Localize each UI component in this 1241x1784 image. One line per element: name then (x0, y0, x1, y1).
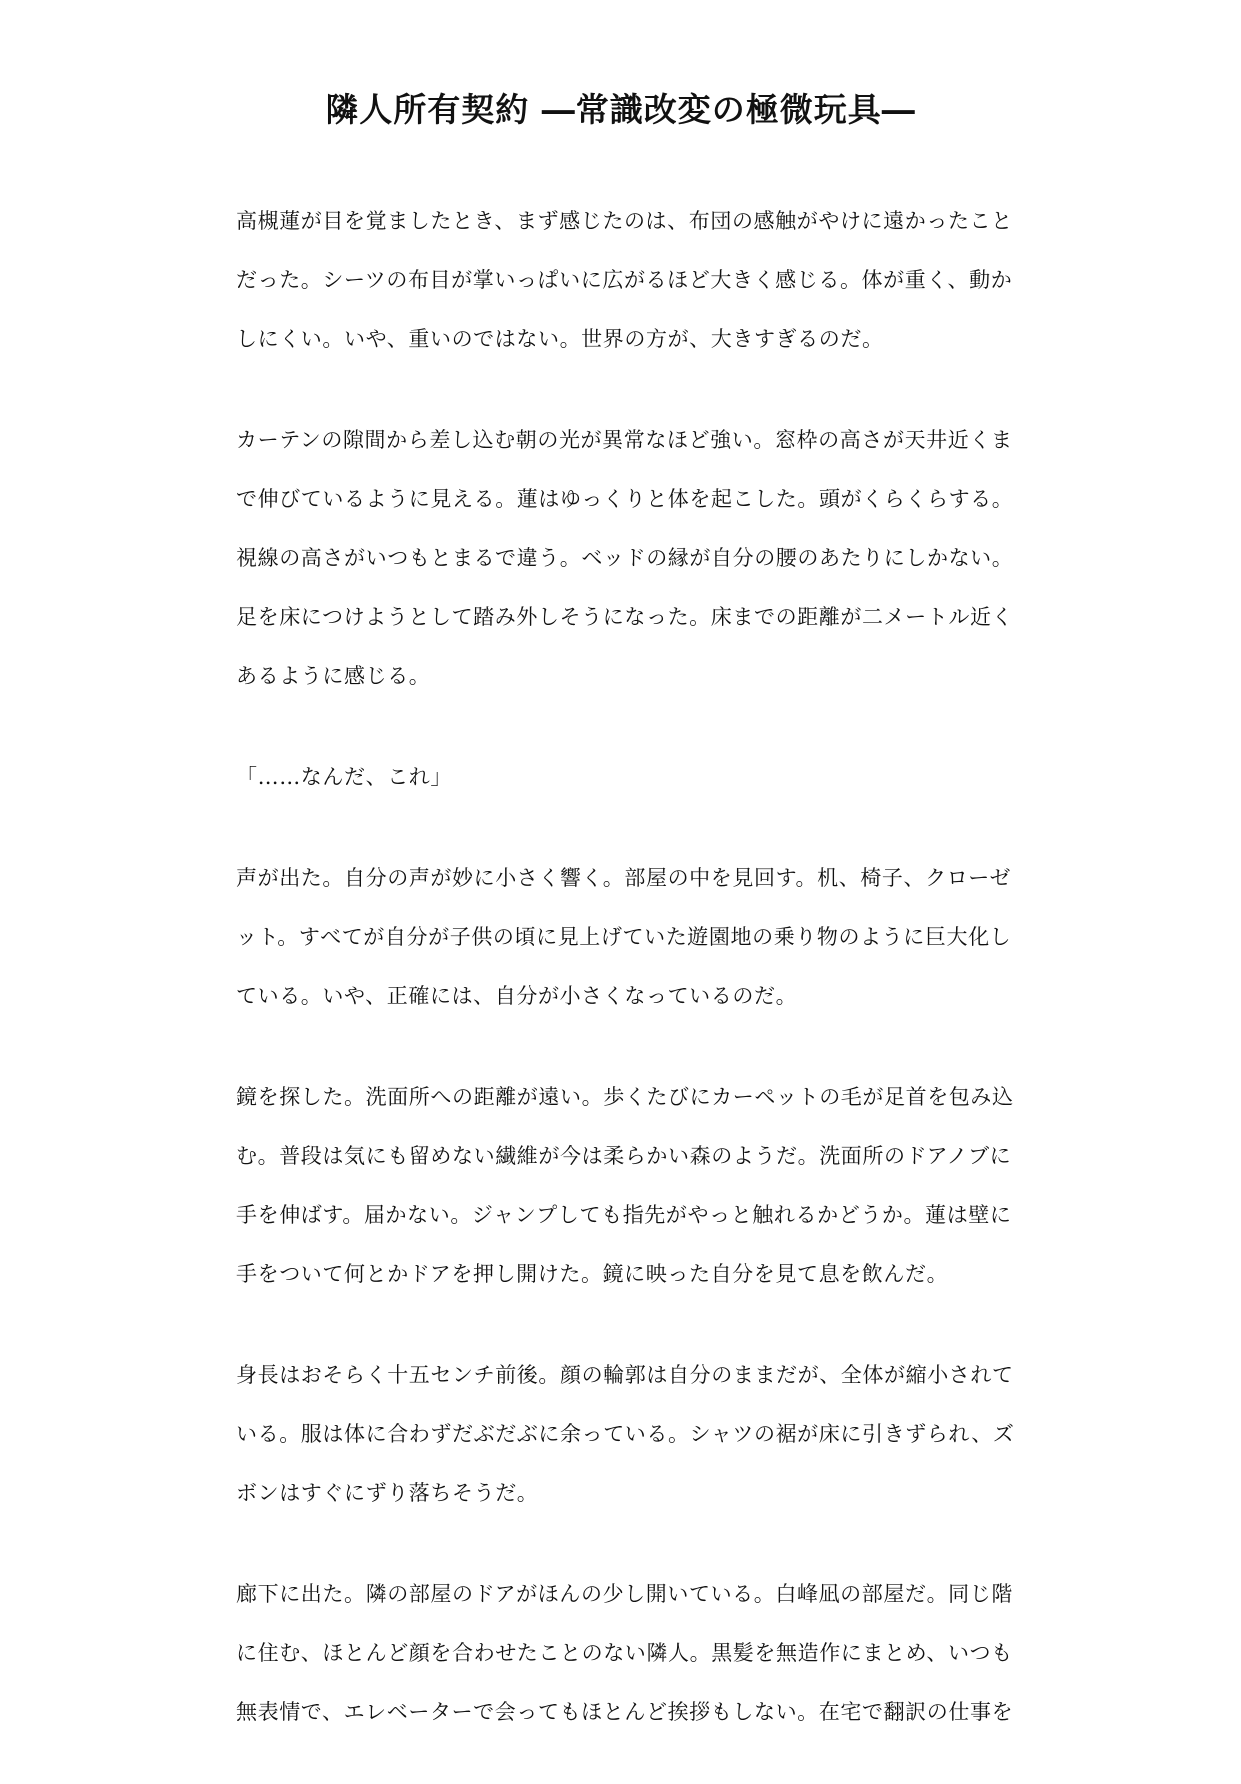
text-line: しにくい。いや、重いのではない。世界の方が、大きすぎるのだ。 (236, 327, 884, 351)
text-line: に住む、ほとんど顔を合わせたことのない隣人。黒髪を無造作にまとめ、いつも (236, 1641, 1013, 1665)
text-line: ている。いや、正確には、自分が小さくなっているのだ。 (236, 984, 798, 1008)
document-title: 隣人所有契約 ―常識改変の極微玩具― (325, 90, 916, 129)
text-line: で伸びているように見える。蓮はゆっくりと体を起こした。頭がくらくらする。 (236, 487, 1014, 511)
paragraph (236, 1068, 1056, 1304)
text-line: 視線の高さがいつもとまるで違う。ベッドの縁が自分の腰のあたりにしかない。 (236, 546, 1014, 570)
paragraph (236, 1346, 1056, 1523)
text-line: む。普段は気にも留めない繊維が今は柔らかい森のようだ。洗面所のドアノブに (236, 1144, 1012, 1168)
paragraph (236, 192, 1056, 369)
text-line: だった。シーツの布目が掌いっぱいに広がるほど大きく感じる。体が重く、動か (236, 268, 1013, 292)
text-line: カーテンの隙間から差し込む朝の光が異常なほど強い。窓枠の高さが天井近くま (236, 428, 1013, 452)
paragraph (236, 411, 1056, 706)
paragraph (236, 849, 1056, 1026)
text-line: 身長はおそらく十五センチ前後。顔の輪郭は自分のままだが、全体が縮小されて (236, 1363, 1014, 1387)
text-line: 声が出た。自分の声が妙に小さく響く。部屋の中を見回す。机、椅子、クローゼ (236, 866, 1012, 890)
text-line: 鏡を探した。洗面所への距離が遠い。歩くたびにカーペットの毛が足首を包み込 (236, 1085, 1014, 1109)
text-line: ボンはすぐにずり落ちそうだ。 (236, 1481, 539, 1505)
text-line: 廊下に出た。隣の部屋のドアがほんの少し開いている。白峰凪の部屋だ。同じ階 (236, 1582, 1013, 1606)
text-line: 手を伸ばす。届かない。ジャンプしても指先がやっと触れるかどうか。蓮は壁に (236, 1203, 1012, 1227)
text-line: 無表情で、エレベーターで会ってもほとんど挨拶もしない。在宅で翻訳の仕事を (236, 1700, 1014, 1724)
text-line: 手をついて何とかドアを押し開けた。鏡に映った自分を見て息を飲んだ。 (236, 1262, 949, 1286)
dialogue-line: 「……なんだ、これ」 (236, 765, 452, 789)
dialogue-paragraph (236, 748, 1056, 807)
text-line: ット。すべてが自分が子供の頃に見上げていた遊園地の乗り物のように巨大化し (236, 925, 1012, 949)
text-line: あるように感じる。 (236, 664, 431, 688)
text-line: いる。服は体に合わずだぶだぶに余っている。シャツの裾が床に引きずられ、ズ (236, 1422, 1015, 1446)
document-body (236, 192, 1056, 1784)
text-line: 高槻蓮が目を覚ましたとき、まず感じたのは、布団の感触がやけに遠かったこと (236, 209, 1013, 233)
paragraph (236, 1565, 1056, 1742)
text-line: 足を床につけようとして踏み外しそうになった。床までの距離が二メートル近く (236, 605, 1014, 629)
